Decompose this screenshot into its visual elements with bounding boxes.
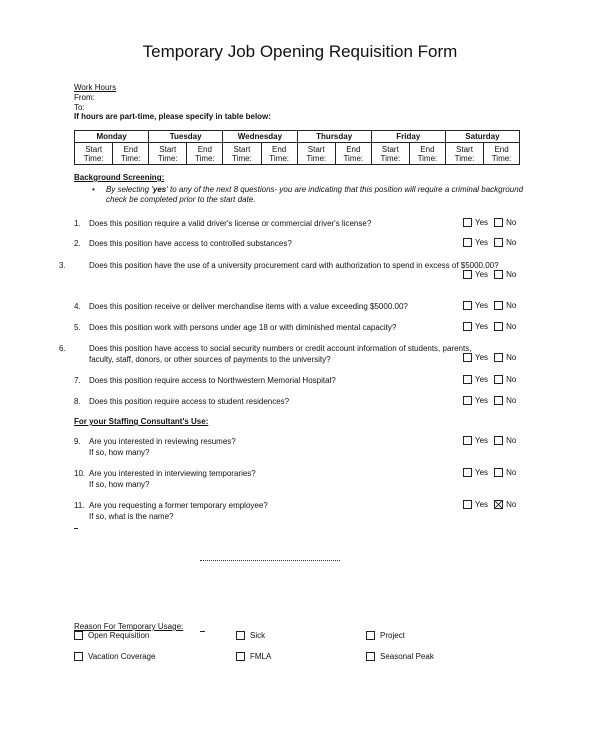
hours-table-times	[75, 143, 520, 165]
reason-fmla[interactable]: FMLA	[236, 652, 271, 661]
yes-checkbox[interactable]	[463, 375, 472, 384]
note-yes: yes	[152, 185, 167, 194]
reasons-heading: Reason For Temporary Usage:	[74, 622, 184, 631]
question-6: 6. Does this position have access to social security numbers or credit account information of students, parents, faculty, staff, donors, or other sources of payments to the university?	[59, 344, 472, 364]
reason-vacation-coverage[interactable]: Vacation Coverage	[74, 652, 155, 661]
reason-checkbox[interactable]	[74, 631, 83, 640]
no-checkbox[interactable]	[494, 353, 503, 362]
to-label: To:	[74, 103, 85, 112]
yes-checkbox[interactable]	[463, 218, 472, 227]
page-title: Temporary Job Opening Requisition Form	[142, 42, 458, 61]
reason-checkbox[interactable]	[366, 631, 375, 640]
yes-no-group: Yes No	[463, 375, 522, 384]
start-time-cell[interactable]: Start Time:	[149, 143, 187, 165]
day-header: Thursday	[297, 131, 371, 143]
day-header: Wednesday	[223, 131, 297, 143]
background-heading: Background Screening:	[74, 173, 165, 182]
day-header: Saturday	[445, 131, 519, 143]
start-time-cell[interactable]: Start Time:	[297, 143, 335, 165]
yes-checkbox[interactable]	[463, 436, 472, 445]
reason-checkbox[interactable]	[74, 652, 83, 661]
heading-rule	[200, 631, 205, 632]
yes-checkbox[interactable]	[463, 500, 472, 509]
dotted-rule	[200, 560, 340, 561]
start-time-cell[interactable]: Start Time:	[75, 143, 113, 165]
day-header: Friday	[371, 131, 445, 143]
question-7: 7. Does this position require access to Northwestern Memorial Hospital?	[74, 376, 336, 385]
reason-checkbox[interactable]	[236, 631, 245, 640]
yes-no-group: Yes No	[463, 396, 522, 405]
bullet-icon: •	[92, 185, 95, 194]
end-time-cell[interactable]: End Time:	[113, 143, 149, 165]
no-checkbox[interactable]	[494, 396, 503, 405]
yes-no-group: Yes No	[463, 238, 522, 247]
start-time-cell[interactable]: Start Time:	[445, 143, 483, 165]
yes-checkbox[interactable]	[463, 238, 472, 247]
yes-checkbox[interactable]	[463, 322, 472, 331]
yes-checkbox[interactable]	[463, 270, 472, 279]
question-10: 10. Are you interested in interviewing temporaries? If so, how many?	[74, 469, 256, 489]
no-checkbox[interactable]	[494, 436, 503, 445]
no-checkbox[interactable]	[494, 375, 503, 384]
from-label: From:	[74, 93, 95, 102]
yes-checkbox[interactable]	[463, 396, 472, 405]
reason-checkbox[interactable]	[366, 652, 375, 661]
hours-table	[74, 130, 520, 165]
question-5: 5. Does this position work with persons under age 18 or with diminished mental capacity?	[74, 323, 397, 332]
reason-project[interactable]: Project	[366, 631, 405, 640]
yes-no-group: Yes No	[463, 301, 522, 310]
note-pre: By selecting '	[106, 185, 153, 194]
end-time-cell[interactable]: End Time:	[261, 143, 297, 165]
yes-no-group: Yes No	[463, 353, 522, 362]
no-checkbox[interactable]	[494, 301, 503, 310]
end-time-cell[interactable]: End Time:	[187, 143, 223, 165]
yes-no-group: Yes No	[463, 436, 522, 445]
no-checkbox[interactable]	[494, 468, 503, 477]
no-checkbox[interactable]	[494, 322, 503, 331]
question-11: 11. Are you requesting a former temporary employee? If so, what is the name?	[74, 501, 268, 521]
question-4: 4. Does this position receive or deliver merchandise items with a value exceeding $5000.00?	[74, 302, 408, 311]
start-time-cell[interactable]: Start Time:	[223, 143, 261, 165]
work-hours-heading: Work Hours	[74, 83, 117, 92]
question-9: 9. Are you interested in reviewing resumes? If so, how many?	[74, 437, 236, 457]
no-checkbox-checked[interactable]	[494, 500, 503, 509]
reason-open-requisition[interactable]: Open Requisition	[74, 631, 149, 640]
background-note	[106, 185, 536, 205]
end-time-cell[interactable]: End Time:	[335, 143, 371, 165]
question-1: 1. Does this position require a valid driver's license or commercial driver's license?	[74, 219, 372, 228]
no-checkbox[interactable]	[494, 238, 503, 247]
yes-no-group: Yes No	[463, 322, 522, 331]
no-checkbox[interactable]	[494, 218, 503, 227]
note-post: ' to any of the next 8 questions- you are indicating that this position will require a criminal background check be completed prior to the start date.	[106, 185, 524, 204]
dash-mark	[74, 528, 78, 529]
reason-seasonal-peak[interactable]: Seasonal Peak	[366, 652, 434, 661]
yes-no-group: Yes No	[463, 468, 522, 477]
end-time-cell[interactable]: End Time:	[484, 143, 520, 165]
start-time-cell[interactable]: Start Time:	[371, 143, 409, 165]
yes-checkbox[interactable]	[463, 468, 472, 477]
question-3: 3. Does this position have the use of a university procurement card with authorization to spend in excess of $5000.00?	[59, 261, 499, 270]
yes-checkbox[interactable]	[463, 353, 472, 362]
reason-sick[interactable]: Sick	[236, 631, 265, 640]
reason-checkbox[interactable]	[236, 652, 245, 661]
staffing-heading: For your Staffing Consultant's Use:	[74, 417, 209, 426]
yes-no-group: Yes No	[463, 500, 522, 509]
no-checkbox[interactable]	[494, 270, 503, 279]
yes-checkbox[interactable]	[463, 301, 472, 310]
hours-table-header	[75, 131, 520, 143]
question-2: 2. Does this position have access to controlled substances?	[74, 239, 292, 248]
day-header: Tuesday	[149, 131, 223, 143]
yes-no-group: Yes No	[463, 218, 522, 227]
day-header: Monday	[75, 131, 149, 143]
yes-no-group: Yes No	[463, 270, 522, 279]
question-8: 8. Does this position require access to student residences?	[74, 397, 290, 406]
end-time-cell[interactable]: End Time:	[410, 143, 446, 165]
part-time-note: If hours are part-time, please specify in table below:	[74, 112, 271, 121]
